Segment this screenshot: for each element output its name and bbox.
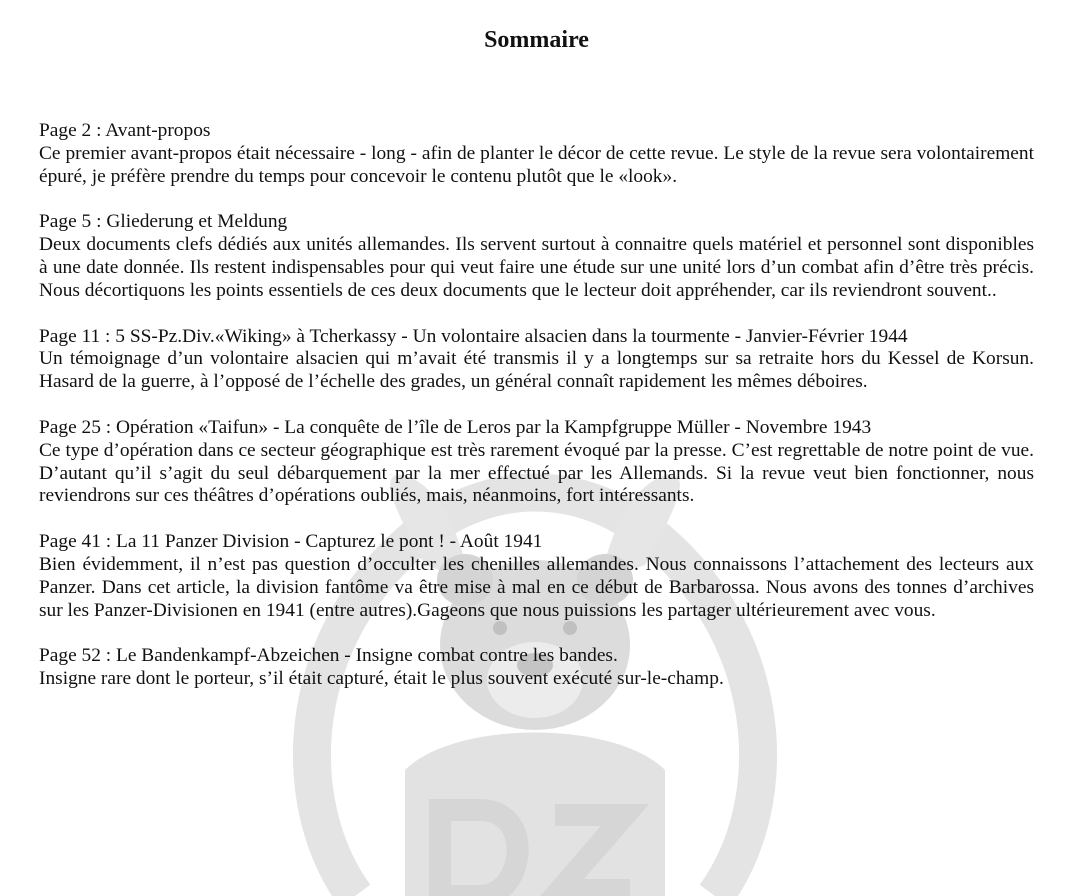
toc-entry [39,326,1034,394]
toc-entry-heading: Page 2 : Avant-propos [39,120,211,141]
toc-entry [39,417,1034,508]
toc-entry-description: Ce type d’opération dans ce secteur géographique est très rarement évoqué par la presse. C’est regrettable de notre point de vue. D’autant qu’il s’agit du seul débarquement par la mer effectué par les Allemands. Si la revue veut bien fonctionner, nous reviendrons sur ces théâtres d’opérations oubliés, mais, néanmoins, fort intéressants. [39,439,1034,507]
toc-entry-heading: Page 11 : 5 SS-Pz.Div.«Wiking» à Tcherkassy - Un volontaire alsacien dans la tourmente - Janvier-Février 1944 [39,325,908,347]
toc-entry-heading: Page 52 : Le Bandenkampf-Abzeichen - Insigne combat contre les bandes. [39,645,618,667]
toc-entry-heading: Page 5 : Gliederung et Meldung [39,211,288,233]
toc-entry [39,211,1034,302]
toc-entry-description: Bien évidemment, il n’est pas question d’occulter les chenilles allemandes. Nous connaissons l’attachement des lecteurs aux Panzer. Dans cet article, la division fantôme va être mise à mal en ce début de Barbarossa. Nous avons des tonnes d’archives sur les Panzer-Divisionen en 1941 (entre autres).Gageons que nous puissions les partager ultérieurement avec vous. [39,553,1034,621]
toc-entry-heading: Page 25 : Opération «Taifun» - La conquête de l’île de Leros par la Kampfgruppe Müller - Novembre 1943 [39,416,872,438]
table-of-contents [39,120,1034,691]
toc-entry [39,120,1034,188]
toc-entry-heading: Page 41 : La 11 Panzer Division - Capturez le pont ! - Août 1941 [39,531,543,553]
toc-entry-description: Insigne rare dont le porteur, s’il était capturé, était le plus souvent exécuté sur-le-champ. [39,668,724,690]
toc-entry-description: Ce premier avant-propos était nécessaire - long - afin de planter le décor de cette revue. Le style de la revue sera volontairement épuré, je préfère prendre du temps pour concevoir le contenu plutôt que le «look». [39,142,1034,187]
toc-entry-description: Un témoignage d’un volontaire alsacien qui m’avait été transmis il y a longtemps sur sa retraite hors du Kessel de Korsun. Hasard de la guerre, à l’opposé de l’échelle des grades, un général connaît rapidement les mêmes déboires. [39,348,1034,393]
page-title: Sommaire [484,27,589,53]
toc-entry-description: Deux documents clefs dédiés aux unités allemandes. Ils servent surtout à connaitre quels matériel et personnel sont disponibles à une date donnée. Ils restent indispensables pour qui veut faire une étude sur une unité lors d’un combat afin d’être très précis. Nous décortiquons les points essentiels de ces deux documents que le lecteur doit appréhender, car ils reviendront souvent.. [39,234,1034,301]
toc-entry [39,531,1034,622]
toc-entry [39,645,1034,691]
